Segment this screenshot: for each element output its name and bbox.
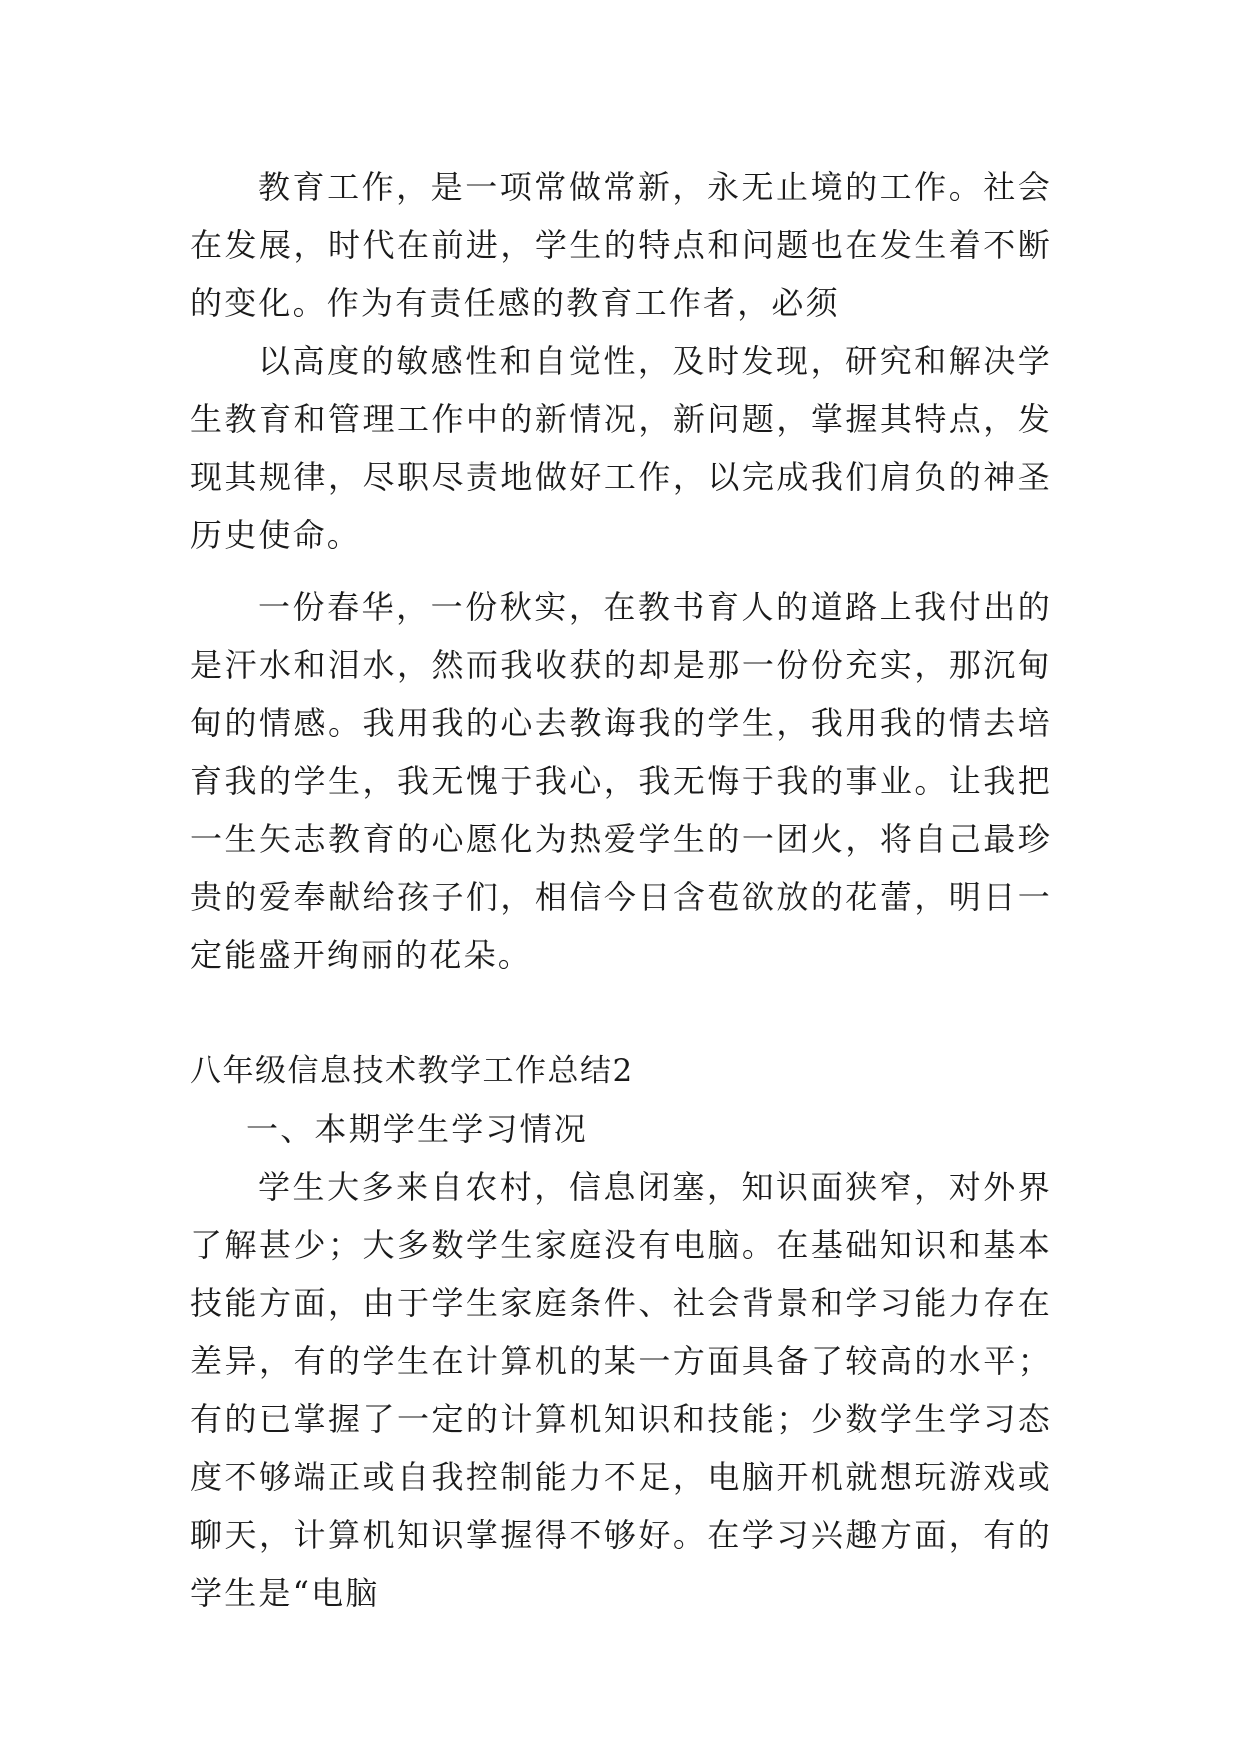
paragraph: 以高度的敏感性和自觉性，及时发现，研究和解决学生教育和管理工作中的新情况，新问题，掌握其特点，发现其规律，尽职尽责地做好工作，以完成我们肩负的神圣历史使命。 [190,342,1052,554]
document-body [190,158,1052,1622]
paragraph: 教育工作，是一项常做常新，永无止境的工作。社会在发展，时代在前进，学生的特点和问题也在发生着不断的变化。作为有责任感的教育工作者，必须 [190,168,1052,322]
paragraph: 学生大多来自农村，信息闭塞，知识面狭窄，对外界了解甚少；大多数学生家庭没有电脑。在基础知识和基本技能方面，由于学生家庭条件、社会背景和学习能力存在差异，有的学生在计算机的某一方面具备了较高的水平；有的已掌握了一定的计算机知识和技能；少数学生学习态度不够端正或自我控制能力不足，电脑开机就想玩游戏或聊天，计算机知识掌握得不够好。在学习兴趣方面，有的学生是“电脑 [190,1168,1052,1612]
document-title: 八年级信息技术教学工作总结2 [190,1053,634,1089]
section-heading: 一、本期学生学习情况 [246,1110,589,1148]
paragraph: 一份春华，一份秋实，在教书育人的道路上我付出的是汗水和泪水，然而我收获的却是那一份份充实，那沉甸甸的情感。我用我的心去教诲我的学生，我用我的情去培育我的学生，我无愧于我心，我无悔于我的事业。让我把一生矢志教育的心愿化为热爱学生的一团火，将自己最珍贵的爱奉献给孩子们，相信今日含苞欲放的花蕾，明日一定能盛开绚丽的花朵。 [190,588,1052,974]
